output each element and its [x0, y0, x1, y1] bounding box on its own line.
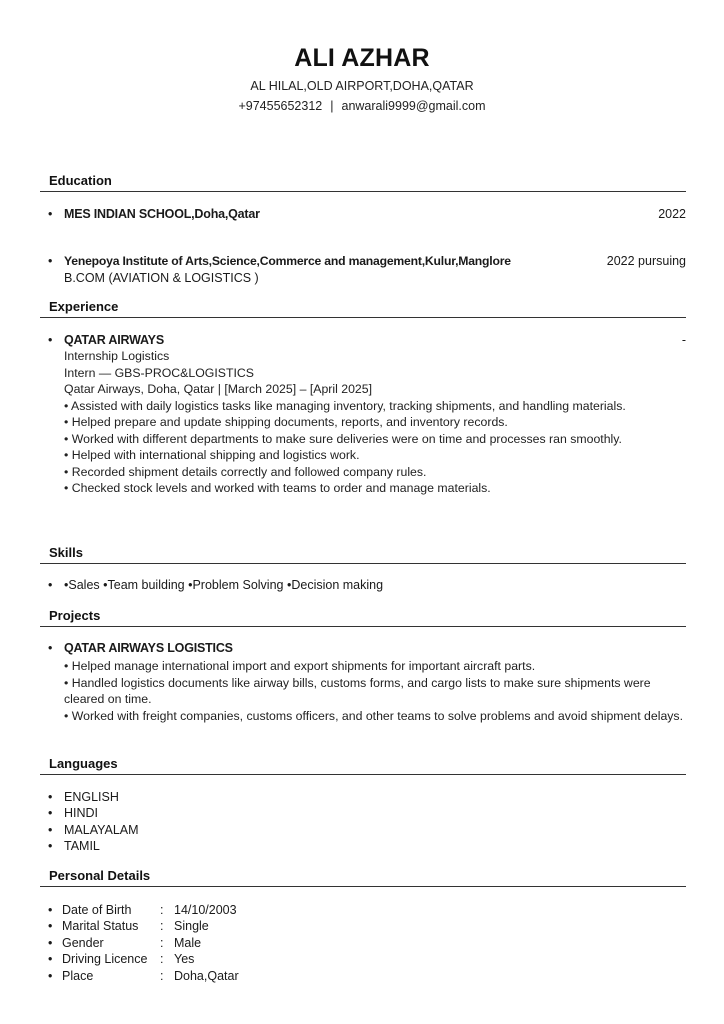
experience-line: • Checked stock levels and worked with teams to order and manage materials. [64, 481, 491, 495]
bullet: • [48, 207, 53, 221]
project-name: QATAR AIRWAYS LOGISTICS [64, 641, 233, 655]
phone-number: +97455652312 [238, 99, 323, 113]
detail-value: Single [174, 919, 209, 933]
project-line: • Handled logistics documents like airway bills, customs forms, and cargo lists to make sure shipments were cleared on time. [64, 675, 651, 706]
detail-label: Place [62, 969, 94, 983]
bullet: • [48, 254, 53, 268]
bullet: • [48, 806, 53, 820]
language-name: HINDI [64, 806, 99, 820]
experience-line: Intern — GBS-PROC&LOGISTICS [64, 365, 254, 380]
detail-colon: : [160, 952, 164, 966]
detail-value: Doha,Qatar [174, 969, 239, 983]
project-line: • Helped manage international import and export shipments for important aircraft parts. [64, 659, 536, 673]
education-degree: B.COM (AVIATION & LOGISTICS ) [64, 271, 259, 285]
detail-value: 14/10/2003 [174, 903, 237, 917]
section-title-experience: Experience [49, 299, 119, 314]
candidate-address: AL HILAL,OLD AIRPORT,DOHA,QATAR [250, 79, 474, 93]
section-divider [40, 774, 686, 775]
experience-line: • Recorded shipment details correctly and followed company rules. [64, 464, 427, 479]
detail-colon: : [160, 936, 164, 950]
education-year: 2022 [658, 207, 686, 221]
language-name: TAMIL [64, 839, 100, 853]
bullet: • [48, 790, 53, 804]
education-institution: MES INDIAN SCHOOL,Doha,Qatar [64, 207, 260, 221]
detail-value: Yes [174, 952, 195, 966]
detail-colon: : [160, 919, 164, 933]
detail-value: Male [174, 936, 202, 950]
bullet: • [48, 578, 53, 592]
education-institution: Yenepoya Institute of Arts,Science,Commerce and management,Kulur,Manglore [64, 254, 511, 268]
bullet: • [48, 919, 53, 933]
detail-label: Date of Birth [62, 903, 132, 917]
section-divider [40, 563, 686, 564]
bullet: • [48, 333, 53, 347]
section-divider [40, 317, 686, 318]
bullet: • [48, 839, 53, 853]
section-title-languages: Languages [49, 756, 118, 771]
experience-company: QATAR AIRWAYS [64, 333, 164, 347]
section-divider [40, 191, 686, 192]
experience-line: • Helped with international shipping and logistics work. [64, 448, 360, 462]
bullet: • [48, 952, 53, 966]
contact-separator: | [330, 99, 334, 113]
detail-colon: : [160, 903, 164, 917]
bullet: • [48, 903, 53, 917]
experience-line: • Helped prepare and update shipping documents, reports, and inventory records. [64, 415, 508, 429]
contact-line [0, 99, 724, 113]
experience-line: Qatar Airways, Doha, Qatar | [March 2025] – [April 2025] [64, 382, 373, 396]
project-details [64, 658, 686, 724]
bullet: • [48, 823, 53, 837]
experience-line: • Worked with different departments to make sure deliveries were on time and processes ran smoothly. [64, 431, 622, 446]
section-divider [40, 886, 686, 887]
experience-line: Internship Logistics [64, 349, 170, 363]
section-title-personal-details: Personal Details [49, 868, 151, 883]
project-line: • Worked with freight companies, customs officers, and other teams to solve problems and avoid shipment delays. [64, 708, 683, 723]
experience-line: • Assisted with daily logistics tasks like managing inventory, tracking shipments, and handling materials. [64, 398, 626, 413]
bullet: • [48, 936, 53, 950]
detail-label: Driving Licence [62, 952, 148, 966]
experience-details [64, 348, 686, 497]
bullet: • [48, 969, 53, 983]
bullet: • [48, 641, 53, 655]
candidate-name: ALI AZHAR [294, 44, 430, 72]
skills-list: •Sales •Team building •Problem Solving •Decision making [64, 578, 384, 592]
section-title-education: Education [49, 173, 112, 188]
section-title-skills: Skills [49, 545, 83, 560]
detail-label: Marital Status [62, 919, 139, 933]
education-year: 2022 pursuing [606, 254, 686, 268]
language-name: ENGLISH [64, 790, 119, 804]
detail-label: Gender [62, 936, 104, 950]
section-title-projects: Projects [49, 608, 101, 623]
email-address[interactable]: anwarali9999@gmail.com [341, 99, 486, 113]
experience-dash: - [681, 333, 686, 347]
section-divider [40, 626, 686, 627]
detail-colon: : [160, 969, 164, 983]
language-name: MALAYALAM [64, 823, 139, 837]
